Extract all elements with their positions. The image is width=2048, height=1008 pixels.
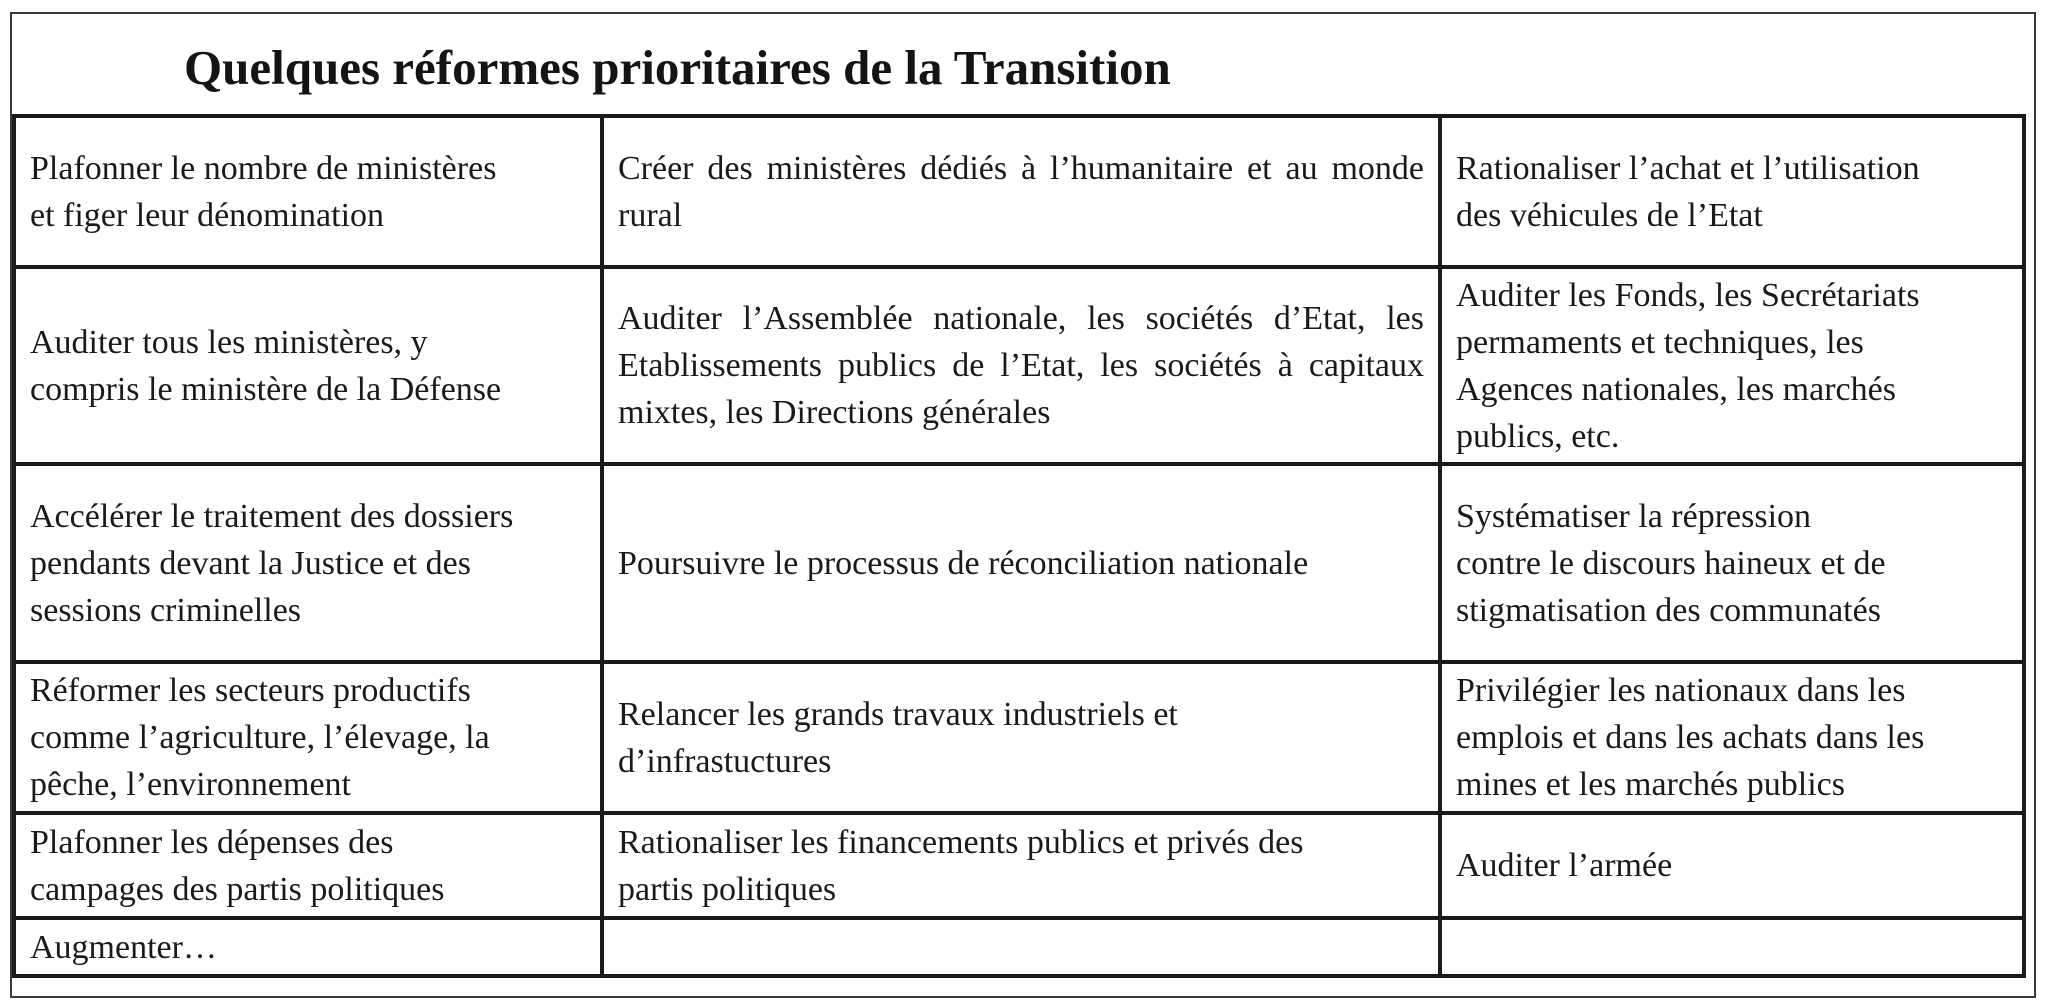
table-cell: Créer des ministères dédiés à l’humanitaire et au monde rural — [602, 116, 1440, 267]
table-cell: Auditer l’Assemblée nationale, les sociétés d’Etat, les Etablissements publics de l’Etat, les sociétés à capitaux mixtes, les Directions générales — [602, 267, 1440, 464]
reforms-table — [12, 114, 2026, 978]
table-cell: Accélérer le traitement des dossiers pendants devant la Justice et des sessions criminelles — [14, 464, 602, 662]
table-row — [14, 918, 2024, 976]
table-row — [14, 267, 2024, 464]
table-cell: Augmenter… — [14, 918, 602, 976]
table-cell — [1440, 918, 2024, 976]
table-cell: Relancer les grands travaux industriels et d’infrastuctures — [602, 662, 1440, 813]
table-row — [14, 116, 2024, 267]
table-cell: Rationaliser l’achat et l’utilisation des véhicules de l’Etat — [1440, 116, 2024, 267]
document-title: Quelques réformes prioritaires de la Transition — [184, 40, 1171, 95]
table-row — [14, 464, 2024, 662]
table-cell: Auditer l’armée — [1440, 813, 2024, 918]
table-cell: Plafonner les dépenses des campages des partis politiques — [14, 813, 602, 918]
table-cell — [602, 918, 1440, 976]
table-cell: Systématiser la répression contre le discours haineux et de stigmatisation des communatés — [1440, 464, 2024, 662]
table-cell: Rationaliser les financements publics et privés des partis politiques — [602, 813, 1440, 918]
table-cell: Auditer les Fonds, les Secrétariats permaments et techniques, les Agences nationales, les marchés publics, etc. — [1440, 267, 2024, 464]
table-cell: Réformer les secteurs productifs comme l’agriculture, l’élevage, la pêche, l’environnement — [14, 662, 602, 813]
table-cell: Auditer tous les ministères, y compris le ministère de la Défense — [14, 267, 602, 464]
table-cell: Plafonner le nombre de ministères et figer leur dénomination — [14, 116, 602, 267]
table-cell: Poursuivre le processus de réconciliation nationale — [602, 464, 1440, 662]
table-cell: Privilégier les nationaux dans les emplois et dans les achats dans les mines et les marchés publics — [1440, 662, 2024, 813]
table-row — [14, 662, 2024, 813]
table-row — [14, 813, 2024, 918]
